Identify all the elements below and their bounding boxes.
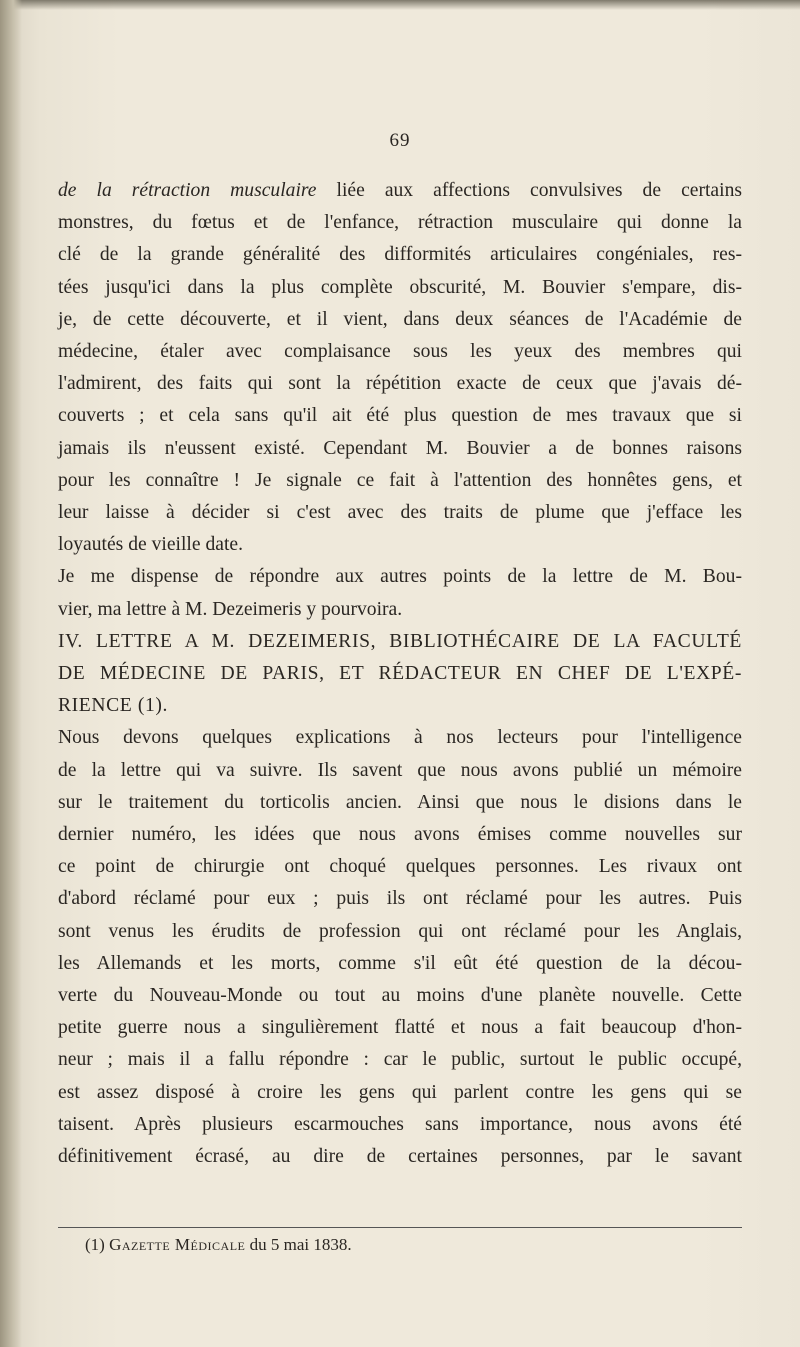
body-text [58, 175, 742, 1173]
text-line: définitivement écrasé, au dire de certaines personnes, par le savant [58, 1146, 742, 1168]
text-line: dernier numéro, les idées que nous avons émises comme nouvelles sur [58, 824, 742, 846]
text-line: petite guerre nous a singulièrement flatté et nous a fait beaucoup d'hon- [58, 1017, 742, 1039]
italic-phrase: de la rétraction musculaire [58, 180, 317, 201]
text-line: est assez disposé à croire les gens qui parlent contre les gens qui se [58, 1081, 742, 1103]
text-line: leur laisse à décider si c'est avec des traits de plume que j'efface les [58, 502, 742, 524]
text-line: de la lettre qui va suivre. Ils savent que nous avons publié un mémoire [58, 759, 742, 781]
heading-line: IV. LETTRE A M. DEZEIMERIS, BIBLIOTHÉCAIRE DE LA FACULTÉ [58, 630, 742, 652]
text-line: verte du Nouveau-Monde ou tout au moins d'une planète nouvelle. Cette [58, 985, 742, 1007]
page-top-shadow [0, 0, 800, 10]
text-line: loyautés de vieille date. [58, 534, 243, 556]
text-line: l'admirent, des faits qui sont la répétition exacte de ceux que j'avais dé- [58, 373, 742, 395]
text-line: couverts ; et cela sans qu'il ait été plus question de mes travaux que si [58, 405, 742, 427]
text-line: ce point de chirurgie ont choqué quelques personnes. Les rivaux ont [58, 856, 742, 878]
footnote-rule [58, 1227, 742, 1228]
text-line: Nous devons quelques explications à nos lecteurs pour l'intelligence [58, 727, 742, 749]
text-line: vier, ma lettre à M. Dezeimeris y pourvoira. [58, 598, 403, 620]
text-line: monstres, du fœtus et de l'enfance, rétraction musculaire qui donne la [58, 212, 742, 234]
text-line: sur le traitement du torticolis ancien. Ainsi que nous le disions dans le [58, 791, 742, 813]
text-line: les Allemands et les morts, comme s'il eût été question de la décou- [58, 952, 742, 974]
text-line: tées jusqu'ici dans la plus complète obscurité, M. Bouvier s'empare, dis- [58, 276, 742, 298]
text-line: de la rétraction musculaire liée aux affections convulsives de certains [58, 180, 742, 201]
paragraph-1 [58, 175, 742, 561]
text-line: clé de la grande généralité des difformités articulaires congéniales, res- [58, 244, 742, 266]
paragraph-3 [58, 722, 742, 1173]
page-number: 69 [389, 130, 411, 151]
text-line: taisent. Après plusieurs escarmouches sans importance, nous avons été [58, 1113, 742, 1135]
text-line: je, de cette découverte, et il vient, dans deux séances de l'Académie de [58, 308, 742, 330]
footnote-source: Gazette Médicale [109, 1235, 246, 1254]
text-line: jamais ils n'eussent existé. Cependant M. Bouvier a de bonnes raisons [58, 437, 742, 459]
footnote: (1) Gazette Médicale du 5 mai 1838. [85, 1235, 352, 1254]
heading-line: DE MÉDECINE DE PARIS, ET RÉDACTEUR EN CHEF DE L'EXPÉ- [58, 663, 742, 685]
paragraph-2 [58, 561, 742, 625]
text-line: d'abord réclamé pour eux ; puis ils ont réclamé pour les autres. Puis [58, 888, 742, 910]
text-line: pour les connaître ! Je signale ce fait à l'attention des honnêtes gens, et [58, 469, 742, 491]
text-line: médecine, étaler avec complaisance sous les yeux des membres qui [58, 341, 742, 363]
text-line: Je me dispense de répondre aux autres points de la lettre de M. Bou- [58, 566, 742, 588]
text-line: neur ; mais il a fallu répondre : car le public, surtout le public occupé, [58, 1049, 742, 1071]
text-line: sont venus les érudits de profession qui ont réclamé pour les Anglais, [58, 920, 742, 942]
binding-shadow [0, 0, 22, 1347]
section-heading [58, 626, 742, 723]
heading-line: RIENCE (1). [58, 695, 168, 717]
